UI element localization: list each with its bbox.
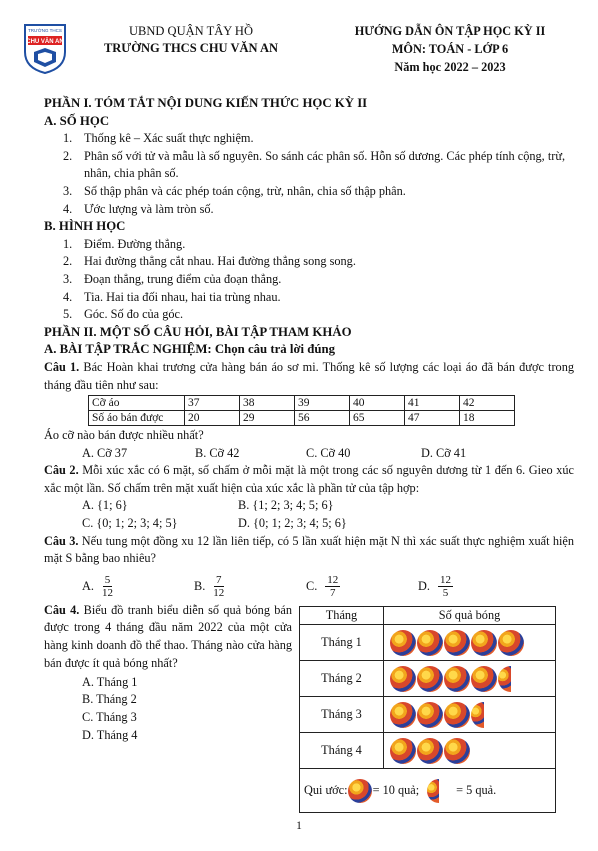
answer-option[interactable]: A. Tháng 1 [82, 674, 138, 689]
ball-icon [417, 738, 443, 764]
list-item-number: 3. [63, 271, 73, 286]
table-cell: 38 [240, 396, 295, 411]
list-item-number: 2. [63, 254, 73, 269]
question-1-prompt: Áo cỡ nào bán được nhiều nhất? [44, 428, 204, 443]
ball-icon [417, 666, 443, 692]
ball-icon [444, 702, 470, 728]
logo-text-main: CHU VĂN AN [26, 39, 64, 45]
month-cell: Tháng 3 [300, 697, 384, 733]
table-cell: 42 [460, 396, 515, 411]
ball-icon [498, 630, 524, 656]
balls-cell [384, 733, 556, 769]
pictogram-table [299, 606, 556, 814]
ball-icon [390, 702, 416, 728]
table-row [300, 661, 556, 697]
list-item [44, 271, 574, 289]
half-ball-icon [471, 702, 484, 728]
fraction-denominator: 7 [330, 587, 336, 600]
question-2 [44, 462, 574, 497]
list-item-text: Hai đường thẳng cắt nhau. Hai đường thẳng song song. [84, 254, 356, 269]
table-cell: 41 [405, 396, 460, 411]
list-item-number: 4. [63, 201, 73, 216]
question-2-options [82, 497, 574, 532]
table-cell: 65 [350, 411, 405, 426]
answer-option-letter: D. [418, 579, 430, 594]
part1-title: PHẦN I. TÓM TẮT NỘI DUNG KIẾN THỨC HỌC KỲ II [44, 96, 368, 110]
answer-option[interactable] [306, 574, 418, 599]
table-cell: 56 [295, 411, 350, 426]
ball-icon [348, 779, 372, 803]
question-3-options [82, 572, 574, 602]
ball-icon [444, 666, 470, 692]
fraction [102, 574, 113, 599]
balls-cell [384, 697, 556, 733]
list-item-text: Ước lượng và làm tròn số. [84, 201, 214, 216]
title-line-3: Năm học 2022 – 2023 [394, 60, 506, 74]
answer-option-letter: B. [194, 579, 206, 594]
table-row-header: Số áo bán được [89, 411, 185, 426]
half-ball-icon [427, 779, 439, 803]
legend-full-text: = 10 quả; [372, 782, 420, 797]
answer-option[interactable]: B. Tháng 2 [82, 692, 137, 707]
school-logo-icon [22, 22, 68, 74]
ball-icon [390, 738, 416, 764]
table-cell: 29 [240, 411, 295, 426]
list-item-text: Số thập phân và các phép toán cộng, trừ, nhân, chia số thập phân. [84, 183, 406, 198]
list-item-number: 4. [63, 289, 73, 304]
table-row [89, 396, 515, 411]
question-4-text-block [44, 602, 292, 672]
half-ball-icon [498, 666, 511, 692]
fraction-denominator: 12 [101, 587, 113, 600]
district-name: UBND QUẬN TÂY HỒ [129, 24, 253, 38]
list-item [44, 183, 574, 201]
answer-option[interactable] [82, 574, 194, 599]
balls-cell [384, 625, 556, 661]
section-b-list [44, 236, 574, 324]
question-2-text: Mỗi xúc xắc có 6 mặt, số chấm ở mỗi mặt là một trong các số nguyên dương từ 1 đến 6. Gieo xúc xắc một lần. Số chấm trên mặt xuất hiện của xúc xắc là phần tử của tập hợp: [44, 463, 574, 495]
fraction-denominator: 12 [213, 587, 225, 600]
answer-option[interactable]: B. Cỡ 42 [195, 445, 240, 460]
fraction-numerator: 7 [216, 574, 222, 587]
answer-option[interactable]: A. Cỡ 37 [82, 445, 128, 460]
column-header-balls: Số quả bóng [384, 606, 556, 625]
question-3-label: Câu 3. [44, 533, 79, 548]
question-4-label: Câu 4. [44, 602, 80, 617]
answer-option[interactable]: C. Tháng 3 [82, 710, 137, 725]
list-item-text: Phân số với tử và mẫu là số nguyên. So sánh các phân số. Hỗn số dương. Các phép tính cộng, trừ, nhân, chia phân số. [84, 148, 566, 181]
ball-icon [390, 630, 416, 656]
table-cell: 40 [350, 396, 405, 411]
ball-icon [390, 666, 416, 692]
table-row [300, 625, 556, 661]
section-a-heading: A. SỐ HỌC [44, 113, 110, 128]
question-4 [44, 602, 574, 812]
page-number: 1 [296, 820, 302, 832]
part2-section-a-heading: A. BÀI TẬP TRẮC NGHIỆM: Chọn câu trả lời đúng [44, 342, 336, 357]
table-header-row [300, 606, 556, 625]
question-3 [44, 533, 574, 568]
table-row-header: Cỡ áo [89, 396, 185, 411]
legend-half-text: = 5 quả. [456, 782, 497, 797]
school-block [76, 24, 306, 56]
part2-title: PHẦN II. MỘT SỐ CÂU HỎI, BÀI TẬP THAM KHẢO [44, 324, 352, 339]
shirt-sales-table [88, 395, 515, 426]
fraction [213, 574, 224, 599]
list-item [44, 306, 574, 324]
document-title [314, 24, 586, 78]
school-name: TRƯỜNG THCS CHU VĂN AN [103, 41, 279, 55]
answer-option[interactable]: B. {1; 2; 3; 4; 5; 6} [238, 498, 334, 513]
header [14, 20, 586, 84]
list-item [44, 253, 574, 271]
answer-option[interactable]: D. Cỡ 41 [421, 445, 467, 460]
list-item-text: Đoạn thẳng, trung điểm của đoạn thẳng. [84, 271, 282, 286]
table-row [300, 733, 556, 769]
month-cell: Tháng 1 [300, 625, 384, 661]
question-2-label: Câu 2. [44, 463, 79, 478]
title-line-2: MÔN: TOÁN - LỚP 6 [391, 42, 509, 56]
legend-cell [300, 769, 556, 813]
legend-label: Qui ước: [304, 782, 348, 797]
list-item [44, 130, 574, 148]
list-item-text: Thống kê – Xác suất thực nghiệm. [84, 131, 254, 146]
main-content [44, 95, 574, 812]
list-item-text: Tia. Hai tia đối nhau, hai tia trùng nhau. [84, 289, 281, 304]
list-item [44, 289, 574, 307]
question-1 [44, 359, 574, 394]
list-item-number: 5. [63, 307, 73, 322]
table-cell: 37 [185, 396, 240, 411]
table-cell: 20 [185, 411, 240, 426]
list-item-text: Điểm. Đường thẳng. [84, 236, 186, 251]
question-4-options [82, 674, 137, 744]
ball-icon [471, 666, 497, 692]
section-a-list [44, 130, 574, 218]
fraction [438, 574, 453, 599]
table-cell: 39 [295, 396, 350, 411]
answer-option[interactable] [418, 574, 530, 599]
fraction [325, 574, 340, 599]
list-item [44, 236, 574, 254]
list-item-number: 1. [63, 236, 73, 251]
fraction-numerator: 5 [104, 574, 111, 587]
answer-option[interactable]: D. {0; 1; 2; 3; 4; 5; 6} [238, 516, 347, 531]
month-cell: Tháng 2 [300, 661, 384, 697]
ball-icon [417, 630, 443, 656]
ball-icon [471, 630, 497, 656]
question-1-text: Bác Hoàn khai trương cửa hàng bán áo sơ mi. Thống kê số lượng các loại áo đã bán được trong tháng đầu tiên như sau: [44, 359, 574, 392]
answer-option[interactable]: D. Tháng 4 [82, 727, 138, 742]
list-item [44, 148, 574, 183]
fraction-denominator: 5 [442, 587, 449, 600]
answer-option[interactable]: C. {0; 1; 2; 3; 4; 5} [82, 516, 178, 531]
fraction-numerator: 12 [327, 574, 339, 587]
answer-option[interactable]: C. Cỡ 40 [306, 445, 351, 460]
list-item-number: 2. [63, 148, 73, 163]
list-item-number: 3. [63, 183, 73, 198]
fraction-numerator: 12 [439, 574, 451, 587]
balls-cell [384, 661, 556, 697]
table-cell: 18 [460, 411, 515, 426]
ball-icon [444, 630, 470, 656]
section-b-heading: B. HÌNH HỌC [44, 219, 126, 234]
list-item [44, 201, 574, 219]
answer-option-letter: A. [82, 579, 94, 594]
question-1-label: Câu 1. [44, 359, 80, 374]
question-1-options [82, 445, 574, 463]
ball-icon [417, 702, 443, 728]
answer-option[interactable]: A. {1; 6} [82, 498, 128, 513]
answer-option[interactable] [194, 574, 306, 599]
table-cell: 47 [405, 411, 460, 426]
legend-row [300, 769, 556, 813]
ball-icon [444, 738, 470, 764]
logo-text-top: TRƯỜNG THCS [28, 28, 62, 33]
table-row [89, 411, 515, 426]
answer-option-letter: C. [306, 579, 318, 594]
title-line-1: HƯỚNG DẪN ÔN TẬP HỌC KỲ II [354, 24, 546, 38]
month-cell: Tháng 4 [300, 733, 384, 769]
list-item-number: 1. [63, 131, 73, 146]
question-4-text: Biểu đồ tranh biểu diễn số quả bóng bán được trong 4 tháng đầu năm 2022 của một cửa hàng kinh doanh đồ thể thao. Tháng nào cửa hàng bán được ít quả bóng nhất? [44, 602, 293, 670]
column-header-month: Tháng [300, 606, 384, 625]
list-item-text: Góc. Số đo của góc. [84, 307, 184, 322]
table-row [300, 697, 556, 733]
question-3-text: Nếu tung một đồng xu 12 lần liên tiếp, có 5 lần xuất hiện mặt N thì xác suất thực nghiệm xuất hiện mặt S bằng bao nhiêu? [44, 533, 575, 566]
